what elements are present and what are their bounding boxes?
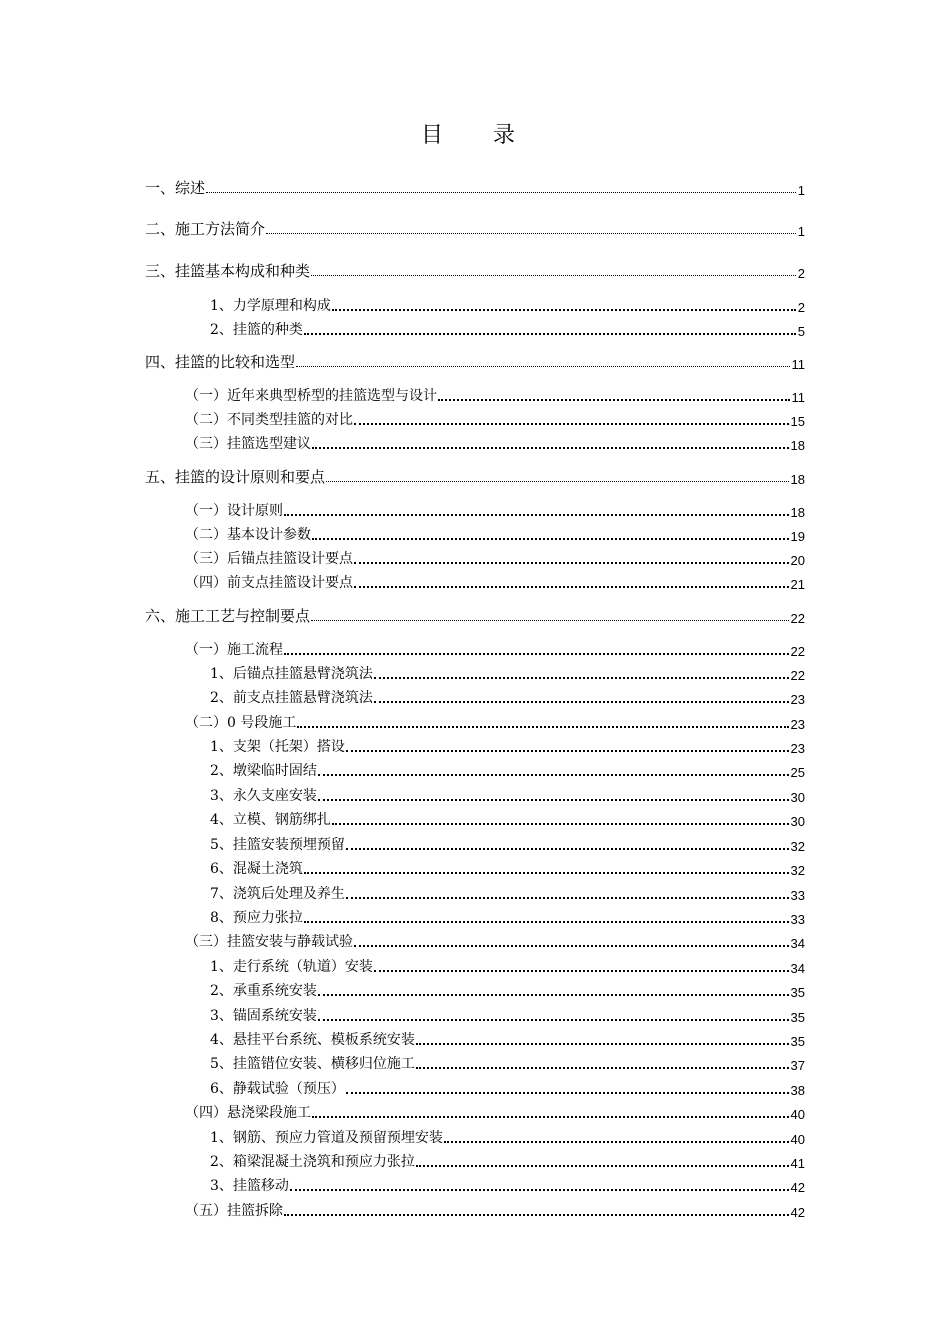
toc-entry[interactable]	[210, 317, 805, 339]
toc-entry-label: 六、施工工艺与控制要点	[145, 607, 311, 625]
toc-entry-page: 11	[791, 390, 805, 405]
toc-entry[interactable]	[145, 176, 805, 198]
toc-entry-label: 1、后锚点挂篮悬臂浇筑法	[210, 666, 373, 682]
toc-entry-page: 35	[790, 985, 805, 1000]
toc-entry-page: 35	[790, 1010, 805, 1025]
toc-entry[interactable]	[185, 570, 805, 592]
toc-entry[interactable]	[210, 881, 805, 903]
toc-entry-page: 40	[790, 1132, 805, 1147]
toc-entry[interactable]	[185, 383, 805, 405]
toc-entry-label: 4、悬挂平台系统、模板系统安装	[210, 1032, 415, 1048]
dot-leader	[311, 620, 789, 621]
toc-entry[interactable]	[185, 1198, 805, 1220]
toc-entry-label: 二、施工方法简介	[145, 220, 266, 238]
dot-leader	[304, 921, 789, 923]
toc-entry[interactable]	[145, 465, 805, 487]
toc-entry[interactable]	[185, 929, 805, 951]
dot-leader	[374, 677, 789, 679]
toc-entry[interactable]	[210, 734, 805, 756]
toc-entry[interactable]	[185, 710, 805, 732]
dot-leader	[318, 994, 789, 996]
toc-entry-page: 30	[790, 790, 805, 805]
toc-entry-label: 1、钢筋、预应力管道及预留预埋安装	[210, 1130, 443, 1146]
toc-entry-label: 2、前支点挂篮悬臂浇筑法	[210, 690, 373, 706]
dot-leader	[438, 399, 790, 401]
dot-leader	[346, 750, 789, 752]
toc-entry-label: （三）后锚点挂篮设计要点	[185, 551, 353, 567]
dot-leader	[374, 970, 789, 972]
toc-entry[interactable]	[145, 604, 805, 626]
toc-entry-label: 1、支架（托架）搭设	[210, 739, 345, 755]
toc-entry-page: 23	[790, 692, 805, 707]
toc-entry-label: 5、挂篮错位安装、横移归位施工	[210, 1056, 415, 1072]
dot-leader	[346, 1092, 789, 1094]
dot-leader	[416, 1043, 789, 1045]
toc-entry[interactable]	[210, 954, 805, 976]
dot-leader	[312, 1116, 789, 1118]
toc-entry-page: 5	[797, 324, 805, 339]
toc-entry[interactable]	[210, 856, 805, 878]
toc-entry-label: （三）挂篮安装与静载试验	[185, 934, 353, 950]
toc-entry-label: 5、挂篮安装预埋预留	[210, 837, 345, 853]
dot-leader	[304, 333, 796, 335]
toc-entry-label: （四）前支点挂篮设计要点	[185, 575, 353, 591]
dot-leader	[311, 275, 796, 276]
dot-leader	[290, 1189, 789, 1191]
toc-entry-page: 20	[790, 553, 805, 568]
dot-leader	[312, 447, 789, 449]
toc-entry[interactable]	[210, 1003, 805, 1025]
toc-entry-page: 41	[790, 1156, 805, 1171]
toc-entry-page: 33	[790, 888, 805, 903]
toc-entry-page: 32	[790, 839, 805, 854]
dot-leader	[332, 823, 789, 825]
toc-entry-page: 38	[790, 1083, 805, 1098]
toc-entry-page: 21	[790, 577, 805, 592]
toc-entry[interactable]	[210, 832, 805, 854]
toc-entry-page: 1	[797, 224, 805, 239]
toc-entry-label: 四、挂篮的比较和选型	[145, 353, 296, 371]
toc-entry-label: 2、墩梁临时固结	[210, 763, 317, 779]
dot-leader	[374, 701, 789, 703]
dot-leader	[318, 774, 789, 776]
toc-entry-page: 34	[790, 961, 805, 976]
toc-entry-page: 15	[790, 414, 805, 429]
dot-leader	[326, 481, 789, 482]
dot-leader	[416, 1165, 789, 1167]
toc-entry-page: 2	[797, 266, 805, 281]
toc-entry-label: 2、承重系统安装	[210, 983, 317, 999]
toc-entry[interactable]	[185, 1100, 805, 1122]
page-title: 目 录	[420, 123, 529, 148]
toc-entry-page: 34	[790, 936, 805, 951]
toc-entry-label: （一）施工流程	[185, 642, 283, 658]
toc-entry-page: 22	[790, 668, 805, 683]
toc-entry[interactable]	[210, 978, 805, 1000]
toc-entry-label: 三、挂篮基本构成和种类	[145, 262, 311, 280]
dot-leader	[312, 538, 789, 540]
toc-entry-label: 1、走行系统（轨道）安装	[210, 959, 373, 975]
toc-entry[interactable]	[185, 522, 805, 544]
toc-entry-page: 11	[791, 357, 805, 372]
toc-entry-page: 18	[790, 438, 805, 453]
toc-entry-label: 3、锚固系统安装	[210, 1008, 317, 1024]
toc-entry[interactable]	[185, 407, 805, 429]
toc-entry-label: （二）不同类型挂篮的对比	[185, 412, 353, 428]
toc-entry-page: 23	[790, 717, 805, 732]
toc-entry-label: （一）近年来典型桥型的挂篮选型与设计	[185, 388, 437, 404]
toc-entry[interactable]	[210, 1027, 805, 1049]
toc-entry[interactable]	[210, 1149, 805, 1171]
dot-leader	[416, 1067, 789, 1069]
toc-entry-page: 23	[790, 741, 805, 756]
toc-entry[interactable]	[185, 637, 805, 659]
toc-entry-label: （二）基本设计参数	[185, 527, 311, 543]
toc-entry[interactable]	[210, 1173, 805, 1195]
toc-entry-label: 2、挂篮的种类	[210, 322, 303, 338]
toc-entry-label: 五、挂篮的设计原则和要点	[145, 468, 326, 486]
dot-leader	[206, 192, 796, 193]
toc-entry[interactable]	[210, 783, 805, 805]
toc-entry-label: （二）0 号段施工	[185, 715, 297, 731]
toc-entry-page: 37	[790, 1058, 805, 1073]
toc-entry[interactable]	[210, 1051, 805, 1073]
toc-entry-label: （一）设计原则	[185, 503, 283, 519]
toc-entry-page: 19	[790, 529, 805, 544]
toc-entry-label: 6、混凝土浇筑	[210, 861, 303, 877]
toc-entry[interactable]	[185, 498, 805, 520]
dot-leader	[284, 1214, 789, 1216]
toc-entry-label: （五）挂篮拆除	[185, 1203, 283, 1219]
dot-leader	[296, 366, 789, 367]
dot-leader	[304, 872, 789, 874]
dot-leader	[354, 562, 789, 564]
toc-entry-page: 42	[790, 1205, 805, 1220]
toc-entry-page: 18	[790, 472, 805, 487]
dot-leader	[266, 233, 796, 234]
toc-entry[interactable]	[145, 217, 805, 239]
toc-entry-label: 2、箱梁混凝土浇筑和预应力张拉	[210, 1154, 415, 1170]
toc-entry-label: （四）悬浇梁段施工	[185, 1105, 311, 1121]
toc-entry-page: 33	[790, 912, 805, 927]
toc-entry-page: 42	[790, 1180, 805, 1195]
toc-entry[interactable]	[185, 546, 805, 568]
dot-leader	[318, 799, 789, 801]
dot-leader	[284, 653, 789, 655]
toc-entry-page: 25	[790, 765, 805, 780]
dot-leader	[318, 1019, 789, 1021]
dot-leader	[284, 514, 789, 516]
toc-entry-label: 8、预应力张拉	[210, 910, 303, 926]
toc-entry[interactable]	[210, 685, 805, 707]
toc-entry-label: 6、静载试验（预压）	[210, 1081, 345, 1097]
dot-leader	[346, 848, 789, 850]
toc-entry-label: 一、综述	[145, 179, 206, 197]
dot-leader	[354, 945, 789, 947]
toc-entry-page: 22	[790, 644, 805, 659]
toc-entry-label: 4、立模、钢筋绑扎	[210, 812, 331, 828]
dot-leader	[332, 309, 796, 311]
toc-entry-label: 1、力学原理和构成	[210, 298, 331, 314]
toc-entry[interactable]	[210, 1125, 805, 1147]
toc-entry-label: 3、永久支座安装	[210, 788, 317, 804]
toc-entry[interactable]	[210, 758, 805, 780]
toc-entry-page: 18	[790, 505, 805, 520]
toc-entry[interactable]	[210, 807, 805, 829]
toc-entry-page: 1	[797, 183, 805, 198]
toc-entry-label: （三）挂篮选型建议	[185, 436, 311, 452]
toc-entry-page: 40	[790, 1107, 805, 1122]
toc-entry[interactable]	[185, 431, 805, 453]
dot-leader	[346, 897, 789, 899]
toc-entry[interactable]	[210, 1076, 805, 1098]
toc-entry-page: 30	[790, 814, 805, 829]
dot-leader	[297, 726, 788, 728]
dot-leader	[444, 1141, 789, 1143]
toc-entry[interactable]	[145, 350, 805, 372]
toc-entry[interactable]	[210, 293, 805, 315]
dot-leader	[354, 423, 789, 425]
toc-entry-page: 35	[790, 1034, 805, 1049]
toc-entry[interactable]	[210, 661, 805, 683]
toc-entry-label: 3、挂篮移动	[210, 1178, 289, 1194]
toc-entry-page: 32	[790, 863, 805, 878]
toc-entry-page: 2	[797, 300, 805, 315]
toc-entry-label: 7、浇筑后处理及养生	[210, 886, 345, 902]
toc-entry[interactable]	[145, 259, 805, 281]
toc-entry-page: 22	[790, 611, 805, 626]
dot-leader	[354, 586, 789, 588]
toc-entry[interactable]	[210, 905, 805, 927]
